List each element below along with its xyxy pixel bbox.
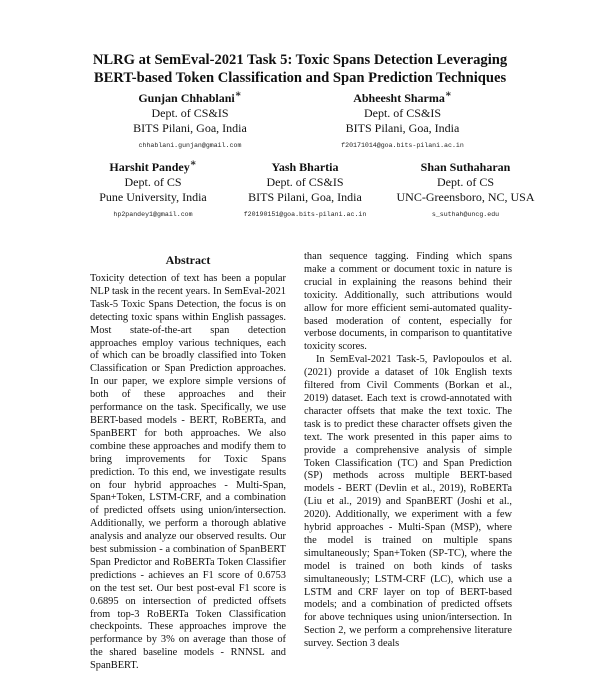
author-affiliation: Pune University, India: [99, 190, 207, 204]
author-block: [83, 156, 223, 221]
author-affiliation: Dept. of CS: [124, 175, 182, 189]
abstract-column: [90, 273, 286, 673]
author-affiliation: BITS Pilani, Goa, India: [345, 121, 460, 135]
author-email: f20171014@goa.bits-pilani.ac.in: [341, 142, 464, 149]
author-block: [315, 87, 490, 152]
author-affiliation: BITS Pilani, Goa, India: [248, 190, 362, 204]
author-block: [383, 156, 548, 221]
author-name: Yash Bhartia: [271, 160, 339, 174]
title-line-2: BERT-based Token Classification and Span Prediction Techniques: [93, 70, 507, 86]
paper-title: [60, 51, 540, 87]
author-name: Shan Suthaharan: [420, 160, 511, 174]
intro-paragraph: In SemEval-2021 Task-5, Pavlopoulos et al. (2021) provide a dataset of 10k English texts filtered from Civil Comments (Borkan et al., 2019) dataset. Each text is crowd-annotated with character offsets that make the text toxic. The task is to predict these character offsets given the text. The work presented in this paper aims to provide a comprehensive analysis of simple Token Classification (TC) and Span Prediction (SP) methods across multiple BERT-based models - BERT (Devlin et al., 2019), RoBERTa (Liu et al., 2019) and SpanBERT (Joshi et al., 2020). Additionally, we experiment with a few hybrid approaches - Multi-Span (MSP), where the model is trained on multiple spans simultaneously; Span+Token (SP-TC), where the model is trained on both kinds of tasks simultaneously; LSTM-CRF (LC), which use a LSTM and CRF layer on top of BERT-based models; and a combination of predicted offsets for above techniques using union/intersection. In Section 2, we perform a comprehensive literature survey. Section 3 deals: [304, 354, 512, 650]
intro-column: [304, 251, 512, 651]
author-name: Abheesht Sharma∗: [353, 89, 452, 105]
author-affiliation: Dept. of CS: [437, 175, 494, 189]
author-affiliation: Dept. of CS&IS: [151, 106, 229, 120]
abstract-text: Toxicity detection of text has been a popular NLP task in the recent years. In SemEval-2021 Task-5 Toxic Spans Detection, the focus is on detecting toxic spans within English passages. Most state-of-the-art span detection approaches employ various techniques, each of which can be broadly classified into Token Classification or Span Prediction approaches. In our paper, we explore simple versions of both of these approaches and their performance on the task. Specifically, we use BERT-based models - BERT, RoBERTa, and SpanBERT for both approaches. We also combine these approaches and modify them to bring improvements for Toxic Spans prediction. To this end, we investigate results on four hybrid approaches - Multi-Span, Span+Token, LSTM-CRF, and a combination of predicted offsets using union/intersection. Additionally, we perform a thorough ablative analysis and analyze our observed results. Our best submission - a combination of SpanBERT Span Predictor and RoBERTa Token Classifier predictions - achieves an F1 score of 0.6753 on the test set. Our best post-eval F1 score is 0.6895 on intersection of predicted offsets from top-3 RoBERTa Token Classification checkpoints. These approaches improve the performance by 3% on average than those of the shared baseline models - RNNSL and SpanBERT.: [90, 273, 286, 672]
author-affiliation: UNC-Greensboro, NC, USA: [396, 190, 535, 204]
author-block: [225, 156, 385, 221]
author-email: f20190151@goa.bits-pilani.ac.in: [243, 211, 367, 218]
author-block: [110, 87, 270, 152]
abstract-heading: Abstract: [165, 253, 211, 267]
author-affiliation: BITS Pilani, Goa, India: [133, 121, 247, 135]
title-line-1: NLRG at SemEval-2021 Task 5: Toxic Spans Detection Leveraging: [92, 52, 508, 68]
author-name: Harshit Pandey∗: [109, 158, 197, 174]
author-affiliation: Dept. of CS&IS: [363, 106, 441, 120]
author-affiliation: Dept. of CS&IS: [266, 175, 344, 189]
intro-paragraph: than sequence tagging. Finding which spans make a comment or document toxic in nature is crucial in explaining the reasons behind their toxicity. Additionally, such attributions would allow for more efficient semi-automated quality-based moderation of content, especially for verbose documents, in comparison to quantitative toxicity scores.: [304, 251, 512, 353]
author-email: s_suthah@uncg.edu: [431, 211, 500, 218]
author-email: hp2pandey1@gmail.com: [113, 211, 193, 218]
author-name: Gunjan Chhablani∗: [138, 89, 242, 105]
author-email: chhablani.gunjan@gmail.com: [138, 142, 242, 149]
